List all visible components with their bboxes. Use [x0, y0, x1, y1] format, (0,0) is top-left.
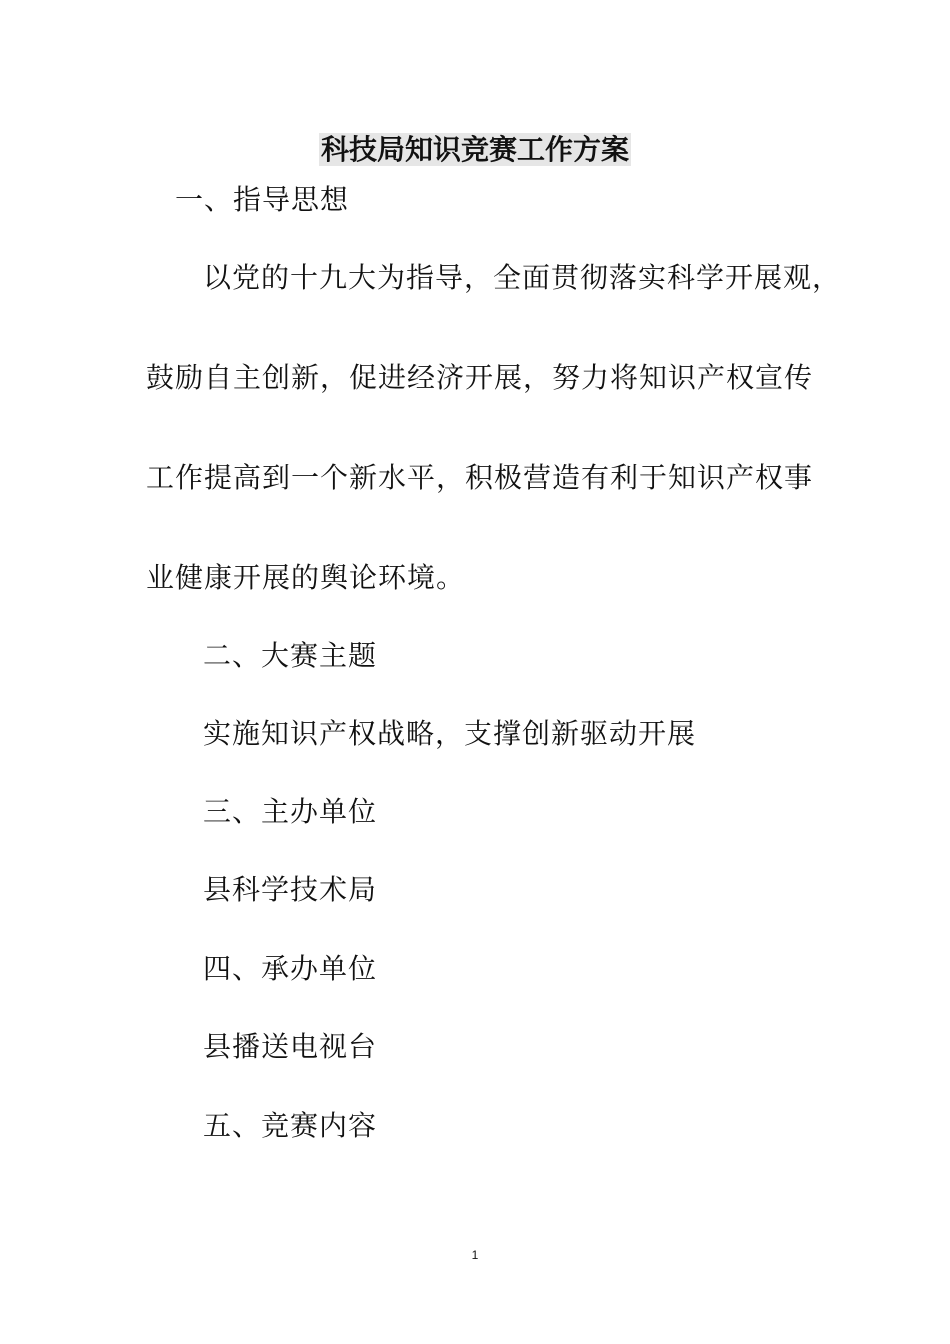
- paragraph-line-1: 以党的十九大为指导，全面贯彻落实科学开展观，: [203, 261, 842, 294]
- section-heading-undertaker: 四、承办单位: [203, 952, 378, 985]
- paragraph-line-2: 鼓励自主创新，促进经济开展，努力将知识产权宣传: [146, 361, 814, 394]
- document-title: [0, 128, 950, 172]
- document-title-text: 科技局知识竞赛工作方案: [320, 133, 629, 166]
- section-heading-guiding-ideology: 一、指导思想: [175, 183, 350, 216]
- section-heading-organizer: 三、主办单位: [203, 795, 378, 828]
- paragraph-line-4: 业健康开展的舆论环境。: [146, 561, 466, 594]
- theme-text: 实施知识产权战略，支撑创新驱动开展: [203, 717, 697, 750]
- organizer-text: 县科学技术局: [203, 873, 378, 906]
- section-heading-theme: 二、大赛主题: [203, 639, 378, 672]
- paragraph-line-3: 工作提高到一个新水平，积极营造有利于知识产权事: [146, 461, 814, 494]
- section-heading-contest-content: 五、竞赛内容: [203, 1109, 378, 1142]
- page-number: 1: [471, 1248, 479, 1262]
- undertaker-text: 县播送电视台: [203, 1030, 378, 1063]
